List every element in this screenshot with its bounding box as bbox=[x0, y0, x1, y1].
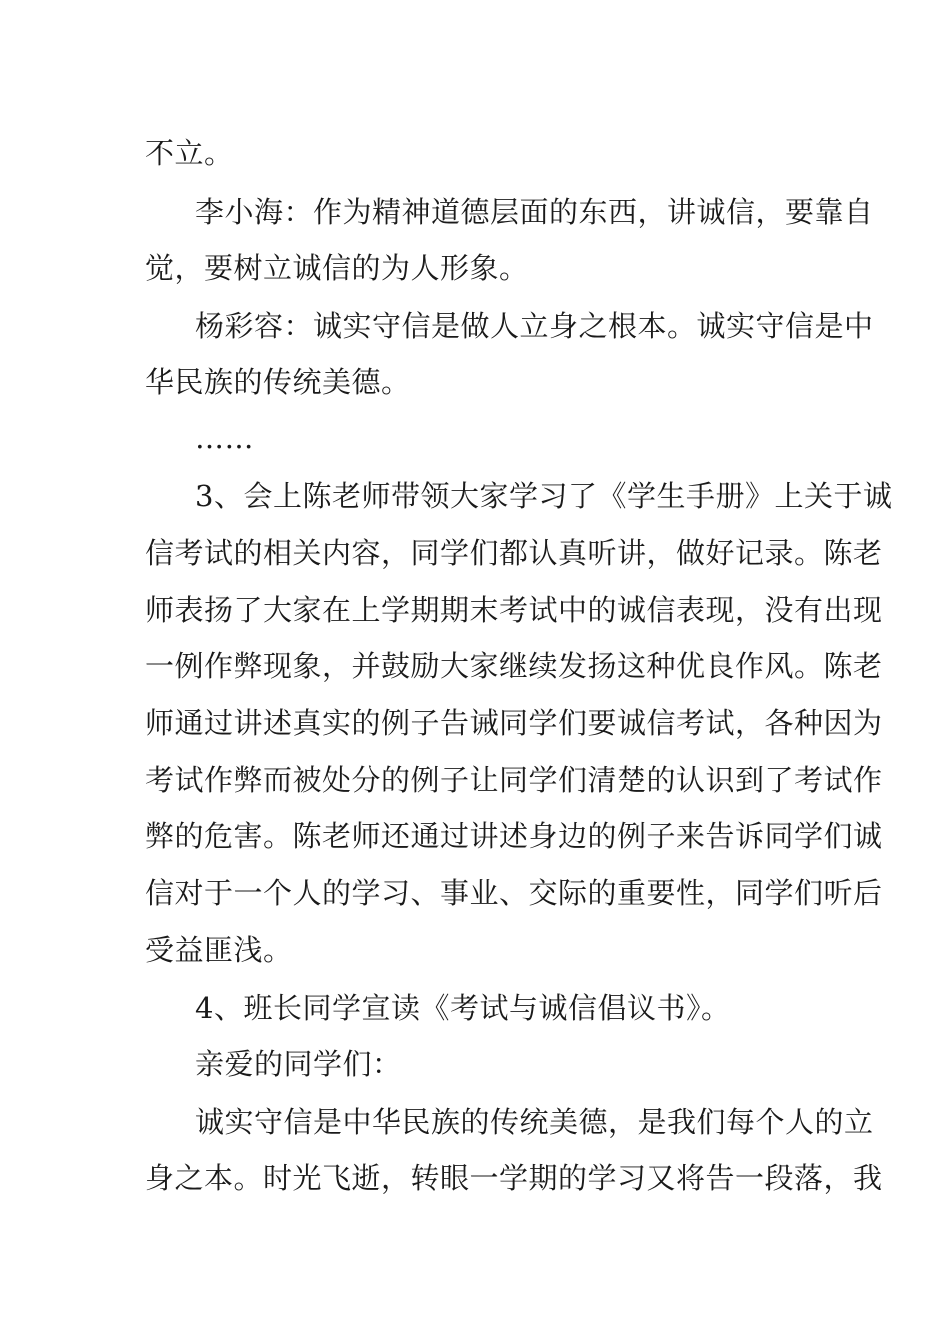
text-line: 不立。 bbox=[145, 136, 234, 170]
text-line: 信考试的相关内容，同学们都认真听讲，做好记录。陈老 bbox=[145, 536, 883, 570]
text-line: 李小海：作为精神道德层面的东西，讲诚信，要靠自 bbox=[195, 195, 874, 229]
text-line: 3、会上陈老师带领大家学习了《学生手册》上关于诚 bbox=[195, 479, 893, 513]
text-line: 弊的危害。陈老师还通过讲述身边的例子来告诉同学们诚 bbox=[145, 819, 883, 853]
text-line: 一例作弊现象，并鼓励大家继续发扬这种优良作风。陈老 bbox=[145, 649, 883, 683]
text-line: 考试作弊而被处分的例子让同学们清楚的认识到了考试作 bbox=[145, 763, 883, 797]
text-line: 师通过讲述真实的例子告诫同学们要诚信考试，各种因为 bbox=[145, 706, 883, 740]
text-line: …… bbox=[195, 421, 254, 455]
text-line: 亲爱的同学们： bbox=[195, 1047, 402, 1081]
text-line: 受益匪浅。 bbox=[145, 933, 293, 967]
text-line: 身之本。时光飞逝，转眼一学期的学习又将告一段落，我 bbox=[145, 1161, 883, 1195]
text-line: 诚实守信是中华民族的传统美德，是我们每个人的立 bbox=[195, 1105, 874, 1139]
text-line: 杨彩容：诚实守信是做人立身之根本。诚实守信是中 bbox=[195, 309, 874, 343]
text-line: 师表扬了大家在上学期期末考试中的诚信表现，没有出现 bbox=[145, 593, 883, 627]
text-line: 4、班长同学宣读《考试与诚信倡议书》。 bbox=[195, 991, 731, 1025]
text-line: 信对于一个人的学习、事业、交际的重要性，同学们听后 bbox=[145, 876, 883, 910]
text-line: 华民族的传统美德。 bbox=[145, 365, 411, 399]
text-line: 觉，要树立诚信的为人形象。 bbox=[145, 251, 529, 285]
